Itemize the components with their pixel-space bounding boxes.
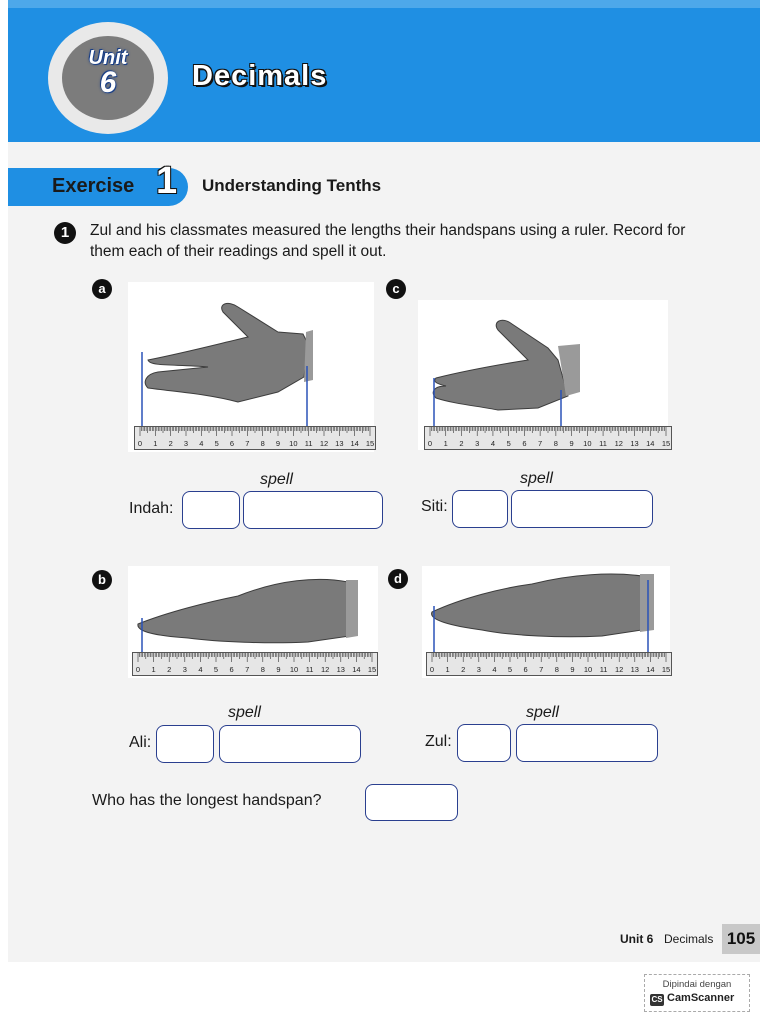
ruler [424, 426, 672, 450]
ruler-tick-label: 5 [507, 665, 513, 674]
ruler-tick-label: 10 [289, 439, 298, 448]
ruler-tick-label: 8 [260, 439, 265, 448]
reading-input-ali[interactable] [156, 725, 214, 763]
camscanner-watermark [644, 974, 750, 1012]
ruler-tick-label: 13 [335, 439, 344, 448]
ruler-tick-label: 9 [570, 665, 575, 674]
ruler-tick-label: 2 [461, 665, 466, 674]
longest-handspan-answer-box[interactable] [365, 784, 458, 821]
ruler-tick-label: 6 [229, 439, 235, 448]
ruler-tick-label: 15 [365, 439, 375, 448]
question-number: 1 [54, 222, 76, 244]
footer-unit: Unit 6 [620, 932, 654, 946]
ruler-tick-label: 8 [260, 665, 265, 674]
ruler-tick-label: 1 [153, 439, 158, 448]
spell-input-indah[interactable] [243, 491, 383, 529]
ruler-tick-label: 9 [276, 665, 281, 674]
camscanner-logo-icon: CS [651, 995, 663, 1004]
name-label-indah: Indah: [129, 500, 174, 517]
ruler-tick-label: 12 [614, 439, 623, 448]
ruler-tick-label: 0 [135, 665, 141, 674]
exercise-number: 1 [156, 160, 178, 202]
ruler-tick-label: 1 [151, 665, 156, 674]
watermark-app-name: CamScanner [667, 992, 735, 1004]
ruler-tick-label: 5 [213, 665, 219, 674]
ruler-tick-label: 8 [553, 439, 558, 448]
spell-input-siti[interactable] [511, 490, 653, 528]
longest-handspan-question: Who has the longest handspan? [92, 792, 322, 809]
spell-label-c: spell [520, 470, 553, 487]
page-number: 105 [722, 924, 760, 954]
ruler-tick-label: 7 [245, 439, 250, 448]
ruler-tick-label: 3 [182, 665, 187, 674]
ruler-tick-label: 7 [245, 665, 250, 674]
item-label-b: b [92, 570, 112, 590]
ruler-tick-label: 6 [229, 665, 234, 674]
ruler-tick-label: 15 [661, 665, 671, 674]
ruler-tick-label: 2 [168, 439, 173, 448]
spell-input-ali[interactable] [219, 725, 361, 763]
ruler-tick-label: 4 [492, 665, 497, 674]
item-label-c: c [386, 279, 406, 299]
ruler-tick-label: 0 [429, 665, 435, 674]
ruler-tick-label: 13 [336, 665, 345, 674]
ruler-tick-label: 4 [490, 439, 496, 448]
item-label-a: a [92, 279, 112, 299]
exercise-title: Understanding Tenths [202, 176, 382, 195]
reading-input-indah[interactable] [182, 491, 240, 529]
ruler-tick-label: 5 [214, 439, 219, 448]
name-label-siti: Siti: [421, 498, 448, 515]
ruler-tick-label: 4 [198, 665, 203, 674]
ruler [132, 652, 378, 676]
name-label-ali: Ali: [129, 734, 152, 751]
ruler-tick-label: 10 [289, 665, 299, 674]
ruler [134, 426, 376, 450]
footer-unit-name: Decimals [664, 932, 714, 946]
ruler-tick-label: 6 [522, 439, 527, 448]
ruler-tick-label: 12 [615, 665, 624, 674]
ruler-tick-label: 11 [599, 439, 607, 448]
item-label-d: d [388, 569, 408, 589]
name-label-zul: Zul: [425, 733, 452, 750]
spell-label-d: spell [526, 704, 559, 721]
ruler-tick-label: 13 [630, 439, 639, 448]
ruler-tick-label: 12 [319, 439, 329, 448]
ruler-tick-label: 11 [304, 439, 313, 448]
ruler-tick-label: 3 [475, 439, 480, 448]
ruler-tick-label: 14 [646, 439, 655, 448]
ruler-tick-label: 4 [199, 439, 204, 448]
ruler-tick-label: 5 [506, 439, 511, 448]
ruler-tick-label: 0 [137, 439, 143, 448]
ruler-tick-label: 7 [538, 439, 543, 448]
ruler-tick-label: 3 [476, 665, 481, 674]
ruler-tick-label: 15 [367, 665, 377, 674]
ruler-tick-label: 3 [183, 439, 189, 448]
ruler-tick-label: 10 [583, 439, 592, 448]
ruler-tick-label: 9 [275, 439, 281, 448]
spell-label-a: spell [260, 471, 293, 488]
ruler-tick-label: 2 [459, 439, 464, 448]
ruler-tick-label: 6 [523, 665, 528, 674]
unit-badge-text [62, 48, 154, 98]
ruler-tick-label: 15 [661, 439, 671, 448]
question-text: Zul and his classmates measured the lengths their handspans using a ruler. Record for them each of their readings and spell it out. [90, 222, 686, 260]
ruler-tick-label: 8 [554, 665, 559, 674]
unit-number: 6 [99, 66, 117, 99]
ruler-tick-label: 10 [583, 665, 593, 674]
ruler-tick-label: 11 [305, 665, 314, 674]
spell-label-b: spell [228, 704, 261, 721]
ruler-tick-label: 14 [646, 665, 655, 674]
ruler-tick-label: 0 [427, 439, 433, 448]
watermark-caption: Dipindai dengan [662, 979, 732, 990]
ruler-tick-label: 11 [599, 665, 608, 674]
ruler-tick-label: 2 [167, 665, 172, 674]
ruler [426, 652, 672, 676]
exercise-label: Exercise [52, 175, 135, 197]
unit-title: Decimals [192, 60, 328, 92]
reading-input-siti[interactable] [452, 490, 508, 528]
ruler-tick-label: 1 [443, 439, 448, 448]
ruler-tick-label: 1 [445, 665, 450, 674]
reading-input-zul[interactable] [457, 724, 511, 762]
ruler-tick-label: 7 [539, 665, 544, 674]
unit-word: Unit [88, 47, 128, 69]
ruler-tick-label: 12 [321, 665, 330, 674]
spell-input-zul[interactable] [516, 724, 658, 762]
ruler-tick-label: 13 [630, 665, 639, 674]
ruler-tick-label: 14 [350, 439, 359, 448]
ruler-tick-label: 9 [569, 439, 574, 448]
workbook-page [8, 0, 760, 962]
header-top-strip [8, 0, 760, 8]
ruler-tick-label: 14 [352, 665, 361, 674]
